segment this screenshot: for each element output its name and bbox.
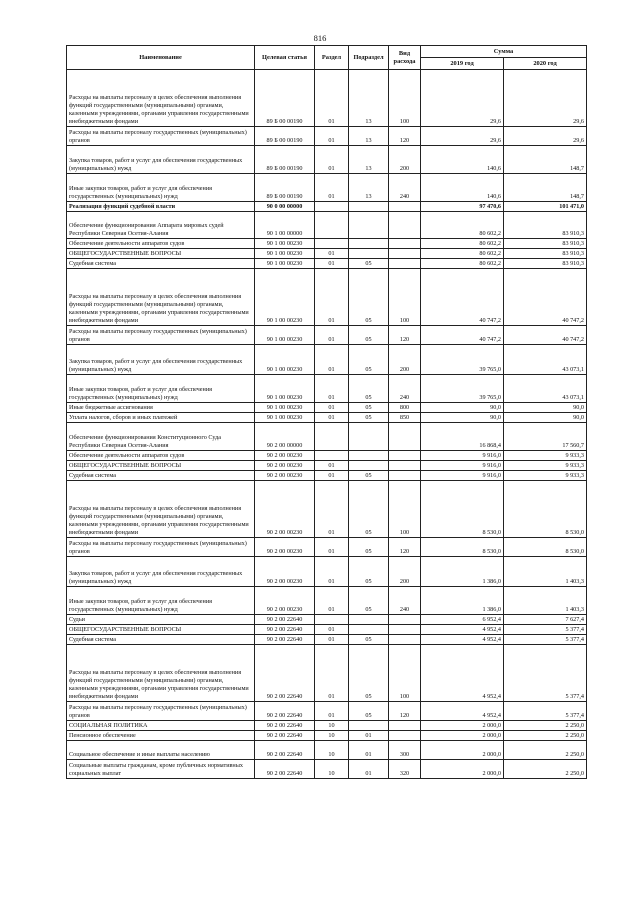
row-expense-type-cell: 800 [389, 403, 421, 413]
table-header [67, 46, 587, 70]
row-expense-type-cell: 120 [389, 127, 421, 146]
table-row [67, 625, 587, 635]
row-expense-type-cell: 240 [389, 375, 421, 403]
row-expense-type-cell [389, 635, 421, 645]
row-expense-type-cell: 120 [389, 538, 421, 557]
table-row [67, 557, 587, 587]
row-subsection-cell: 05 [349, 326, 389, 345]
row-article-cell: 89 Б 00 00190 [255, 146, 315, 174]
row-sum-2019-cell: 80 602,2 [421, 212, 504, 239]
row-sum-2019-cell: 80 602,2 [421, 259, 504, 269]
row-section-cell: 10 [315, 741, 349, 760]
row-sum-2020-cell: 148,7 [504, 146, 587, 174]
row-name-cell: Обеспечение функционирования Конституционного Суда Республики Северная Осетия-Алания [67, 423, 255, 451]
row-article-cell: 90 0 00 00000 [255, 202, 315, 212]
row-sum-2020-cell: 7 627,4 [504, 615, 587, 625]
row-sum-2020-cell: 5 377,4 [504, 645, 587, 702]
table-row [67, 326, 587, 345]
row-subsection-cell [349, 451, 389, 461]
row-section-cell: 01 [315, 146, 349, 174]
row-sum-2019-cell: 2 000,0 [421, 721, 504, 731]
row-sum-2019-cell: 97 470,6 [421, 202, 504, 212]
row-section-cell: 10 [315, 731, 349, 741]
row-article-cell: 90 2 00 22640 [255, 635, 315, 645]
table-row [67, 645, 587, 702]
row-expense-type-cell: 300 [389, 741, 421, 760]
row-name-cell: Судебная система [67, 635, 255, 645]
table-row [67, 70, 587, 127]
row-sum-2020-cell: 43 073,1 [504, 345, 587, 375]
row-sum-2020-cell: 101 471,0 [504, 202, 587, 212]
row-article-cell: 90 2 00 00230 [255, 481, 315, 538]
row-subsection-cell: 05 [349, 403, 389, 413]
header-sum: Сумма [421, 46, 587, 58]
row-article-cell: 90 2 00 22640 [255, 645, 315, 702]
row-sum-2019-cell: 140,6 [421, 174, 504, 202]
row-expense-type-cell: 120 [389, 702, 421, 721]
row-name-cell: Судебная система [67, 259, 255, 269]
row-section-cell: 01 [315, 174, 349, 202]
row-sum-2019-cell: 1 386,0 [421, 587, 504, 615]
row-sum-2020-cell: 90,0 [504, 413, 587, 423]
row-sum-2019-cell: 2 000,0 [421, 760, 504, 779]
row-subsection-cell: 05 [349, 635, 389, 645]
row-subsection-cell: 05 [349, 259, 389, 269]
row-section-cell: 01 [315, 70, 349, 127]
row-sum-2019-cell: 140,6 [421, 146, 504, 174]
row-sum-2019-cell: 4 952,4 [421, 625, 504, 635]
row-section-cell: 01 [315, 326, 349, 345]
table-row [67, 538, 587, 557]
row-sum-2020-cell: 2 250,0 [504, 741, 587, 760]
row-subsection-cell [349, 212, 389, 239]
row-expense-type-cell [389, 451, 421, 461]
header-year-2019: 2019 год [421, 58, 504, 70]
row-section-cell: 01 [315, 538, 349, 557]
row-article-cell: 90 2 00 00230 [255, 451, 315, 461]
row-article-cell: 90 1 00 00230 [255, 403, 315, 413]
row-article-cell: 90 1 00 00230 [255, 345, 315, 375]
row-sum-2019-cell: 90,0 [421, 413, 504, 423]
header-expense-type: Вид расхода [389, 46, 421, 70]
row-expense-type-cell [389, 625, 421, 635]
row-expense-type-cell [389, 202, 421, 212]
row-subsection-cell: 05 [349, 471, 389, 481]
table-row [67, 481, 587, 538]
row-expense-type-cell: 120 [389, 326, 421, 345]
table-row [67, 721, 587, 731]
row-article-cell: 90 2 00 22640 [255, 625, 315, 635]
row-section-cell [315, 212, 349, 239]
row-subsection-cell: 01 [349, 741, 389, 760]
row-name-cell: Закупка товаров, работ и услуг для обеспечения государственных (муниципальных) нужд [67, 345, 255, 375]
row-expense-type-cell [389, 259, 421, 269]
row-sum-2020-cell: 9 933,3 [504, 461, 587, 471]
page-number: 816 [313, 33, 327, 43]
row-section-cell: 01 [315, 127, 349, 146]
row-sum-2019-cell: 9 916,0 [421, 451, 504, 461]
row-subsection-cell [349, 615, 389, 625]
row-sum-2020-cell: 1 403,3 [504, 587, 587, 615]
row-name-cell: Социальное обеспечение и иные выплаты населению [67, 741, 255, 760]
row-sum-2019-cell: 29,6 [421, 127, 504, 146]
row-sum-2020-cell: 83 910,3 [504, 259, 587, 269]
row-article-cell: 90 2 00 00230 [255, 471, 315, 481]
row-subsection-cell [349, 625, 389, 635]
row-sum-2019-cell: 9 916,0 [421, 461, 504, 471]
row-sum-2019-cell: 4 952,4 [421, 702, 504, 721]
table-row [67, 202, 587, 212]
row-article-cell: 89 Б 00 00190 [255, 127, 315, 146]
row-article-cell: 90 2 00 22640 [255, 741, 315, 760]
row-name-cell: ОБЩЕГОСУДАРСТВЕННЫЕ ВОПРОСЫ [67, 249, 255, 259]
row-section-cell: 01 [315, 645, 349, 702]
table-row [67, 615, 587, 625]
row-subsection-cell: 05 [349, 413, 389, 423]
table-row [67, 375, 587, 403]
row-expense-type-cell: 240 [389, 587, 421, 615]
row-sum-2019-cell: 8 530,0 [421, 538, 504, 557]
row-article-cell: 90 1 00 00230 [255, 326, 315, 345]
row-subsection-cell [349, 202, 389, 212]
row-sum-2019-cell: 39 765,0 [421, 345, 504, 375]
row-name-cell: Расходы на выплаты персоналу государственных (муниципальных) органов [67, 127, 255, 146]
row-sum-2020-cell: 40 747,2 [504, 326, 587, 345]
row-expense-type-cell [389, 212, 421, 239]
row-name-cell: Расходы на выплаты персоналу государственных (муниципальных) органов [67, 702, 255, 721]
row-name-cell: Расходы на выплаты персоналу в целях обеспечения выполнения функций государственными (муниципальными) органами, казенными учреждениями, органами управления государственными внебюджетными фондами [67, 645, 255, 702]
row-name-cell: Обеспечение деятельности аппаратов судов [67, 451, 255, 461]
row-sum-2020-cell: 2 250,0 [504, 760, 587, 779]
row-article-cell: 90 2 00 22640 [255, 731, 315, 741]
row-sum-2019-cell: 2 000,0 [421, 741, 504, 760]
row-sum-2020-cell: 9 933,3 [504, 451, 587, 461]
table-row [67, 760, 587, 779]
table-row [67, 249, 587, 259]
row-sum-2020-cell: 2 250,0 [504, 731, 587, 741]
row-section-cell: 01 [315, 587, 349, 615]
row-article-cell: 90 2 00 22640 [255, 760, 315, 779]
table-row [67, 345, 587, 375]
row-sum-2020-cell: 2 250,0 [504, 721, 587, 731]
row-subsection-cell: 01 [349, 731, 389, 741]
row-subsection-cell: 05 [349, 481, 389, 538]
row-sum-2019-cell: 1 386,0 [421, 557, 504, 587]
row-article-cell: 90 1 00 00230 [255, 375, 315, 403]
row-subsection-cell: 05 [349, 702, 389, 721]
row-subsection-cell: 05 [349, 345, 389, 375]
row-name-cell: ОБЩЕГОСУДАРСТВЕННЫЕ ВОПРОСЫ [67, 461, 255, 471]
row-name-cell: Реализация функций судебной власти [67, 202, 255, 212]
row-name-cell: Обеспечение функционирования Аппарата мировых судей Республики Северная Осетия-Алания [67, 212, 255, 239]
row-name-cell: Пенсионное обеспечение [67, 731, 255, 741]
table-row [67, 587, 587, 615]
row-subsection-cell [349, 461, 389, 471]
row-section-cell [315, 451, 349, 461]
row-section-cell: 01 [315, 249, 349, 259]
row-article-cell: 90 2 00 22640 [255, 721, 315, 731]
row-sum-2019-cell: 16 868,4 [421, 423, 504, 451]
row-sum-2020-cell: 83 910,3 [504, 249, 587, 259]
header-article: Целевая статья [255, 46, 315, 70]
table-row [67, 239, 587, 249]
row-sum-2020-cell: 148,7 [504, 174, 587, 202]
table-row [67, 731, 587, 741]
row-subsection-cell [349, 249, 389, 259]
table-row [67, 702, 587, 721]
row-name-cell: Иные закупки товаров, работ и услуг для обеспечения государственных (муниципальных) нужд [67, 587, 255, 615]
table-row [67, 146, 587, 174]
row-name-cell: Уплата налогов, сборов и иных платежей [67, 413, 255, 423]
row-subsection-cell: 13 [349, 146, 389, 174]
row-name-cell: Расходы на выплаты персоналу в целях обеспечения выполнения функций государственными (муниципальными) органами, казенными учреждениями, органами управления государственными внебюджетными фондами [67, 481, 255, 538]
row-article-cell: 90 1 00 00230 [255, 239, 315, 249]
row-sum-2019-cell: 80 602,2 [421, 239, 504, 249]
table-row [67, 461, 587, 471]
row-article-cell: 89 Б 00 00190 [255, 174, 315, 202]
row-sum-2020-cell: 8 530,0 [504, 481, 587, 538]
table-row [67, 259, 587, 269]
row-section-cell: 01 [315, 259, 349, 269]
row-subsection-cell [349, 239, 389, 249]
row-expense-type-cell: 850 [389, 413, 421, 423]
row-name-cell: Иные закупки товаров, работ и услуг для обеспечения государственных (муниципальных) нужд [67, 375, 255, 403]
row-expense-type-cell [389, 731, 421, 741]
row-section-cell: 01 [315, 345, 349, 375]
row-section-cell: 01 [315, 481, 349, 538]
row-sum-2020-cell: 5 377,4 [504, 635, 587, 645]
row-section-cell: 01 [315, 403, 349, 413]
table-row [67, 413, 587, 423]
row-expense-type-cell: 200 [389, 345, 421, 375]
row-name-cell: Обеспечение деятельности аппаратов судов [67, 239, 255, 249]
row-name-cell: Расходы на выплаты персоналу государственных (муниципальных) органов [67, 538, 255, 557]
row-expense-type-cell: 100 [389, 481, 421, 538]
row-article-cell: 90 1 00 00000 [255, 212, 315, 239]
row-subsection-cell [349, 721, 389, 731]
row-section-cell: 01 [315, 557, 349, 587]
row-sum-2019-cell: 90,0 [421, 403, 504, 413]
row-sum-2020-cell: 40 747,2 [504, 269, 587, 326]
row-article-cell: 90 2 00 22640 [255, 615, 315, 625]
row-article-cell: 90 2 00 00230 [255, 461, 315, 471]
row-article-cell: 90 1 00 00230 [255, 269, 315, 326]
row-article-cell: 89 Б 00 00190 [255, 70, 315, 127]
row-sum-2019-cell: 6 952,4 [421, 615, 504, 625]
row-subsection-cell: 05 [349, 538, 389, 557]
row-name-cell: Расходы на выплаты персоналу в целях обеспечения выполнения функций государственными (муниципальными) органами, казенными учреждениями, органами управления государственными внебюджетными фондами [67, 269, 255, 326]
header-subsection: Подраздел [349, 46, 389, 70]
row-expense-type-cell [389, 615, 421, 625]
row-sum-2020-cell: 17 560,7 [504, 423, 587, 451]
row-name-cell: Судебная система [67, 471, 255, 481]
row-section-cell: 01 [315, 625, 349, 635]
row-name-cell: Закупка товаров, работ и услуг для обеспечения государственных (муниципальных) нужд [67, 557, 255, 587]
row-sum-2019-cell: 2 000,0 [421, 731, 504, 741]
row-sum-2019-cell: 29,6 [421, 70, 504, 127]
row-article-cell: 90 1 00 00230 [255, 413, 315, 423]
row-expense-type-cell: 240 [389, 174, 421, 202]
header-name: Наименование [67, 46, 255, 70]
row-article-cell: 90 2 00 00230 [255, 538, 315, 557]
row-sum-2019-cell: 4 952,4 [421, 645, 504, 702]
table-row [67, 451, 587, 461]
row-sum-2019-cell: 40 747,2 [421, 326, 504, 345]
row-sum-2019-cell: 80 602,2 [421, 249, 504, 259]
table-row [67, 174, 587, 202]
row-article-cell: 90 2 00 22640 [255, 702, 315, 721]
row-article-cell: 90 1 00 00230 [255, 259, 315, 269]
table-row [67, 471, 587, 481]
row-section-cell: 01 [315, 461, 349, 471]
table-row [67, 403, 587, 413]
row-section-cell: 01 [315, 269, 349, 326]
row-name-cell: Иные бюджетные ассигнования [67, 403, 255, 413]
header-year-2020: 2020 год [504, 58, 587, 70]
budget-table [66, 45, 587, 779]
row-section-cell: 10 [315, 721, 349, 731]
row-sum-2020-cell: 83 910,3 [504, 212, 587, 239]
row-subsection-cell: 05 [349, 645, 389, 702]
row-section-cell [315, 239, 349, 249]
row-section-cell: 10 [315, 760, 349, 779]
row-subsection-cell: 13 [349, 70, 389, 127]
row-subsection-cell [349, 423, 389, 451]
row-expense-type-cell [389, 461, 421, 471]
row-article-cell: 90 2 00 00230 [255, 587, 315, 615]
row-article-cell: 90 2 00 00230 [255, 557, 315, 587]
row-sum-2020-cell: 5 377,4 [504, 702, 587, 721]
row-sum-2019-cell: 4 952,4 [421, 635, 504, 645]
row-expense-type-cell [389, 423, 421, 451]
row-expense-type-cell [389, 239, 421, 249]
row-expense-type-cell: 200 [389, 557, 421, 587]
row-sum-2020-cell: 90,0 [504, 403, 587, 413]
row-expense-type-cell [389, 249, 421, 259]
row-sum-2019-cell: 40 747,2 [421, 269, 504, 326]
row-sum-2020-cell: 83 910,3 [504, 239, 587, 249]
row-expense-type-cell [389, 471, 421, 481]
row-subsection-cell: 05 [349, 587, 389, 615]
table-row [67, 635, 587, 645]
row-article-cell: 90 1 00 00230 [255, 249, 315, 259]
row-section-cell [315, 202, 349, 212]
table-row [67, 423, 587, 451]
row-name-cell: Расходы на выплаты персоналу в целях обеспечения выполнения функций государственными (муниципальными) органами, казенными учреждениями, органами управления государственными внебюджетными фондами [67, 70, 255, 127]
row-name-cell: Судьи [67, 615, 255, 625]
row-subsection-cell: 05 [349, 269, 389, 326]
row-section-cell: 01 [315, 702, 349, 721]
row-sum-2020-cell: 29,6 [504, 70, 587, 127]
row-section-cell: 01 [315, 375, 349, 403]
row-expense-type-cell: 100 [389, 645, 421, 702]
row-section-cell: 01 [315, 635, 349, 645]
row-name-cell: Социальные выплаты гражданам, кроме публичных нормативных социальных выплат [67, 760, 255, 779]
row-sum-2020-cell: 29,6 [504, 127, 587, 146]
table-row [67, 127, 587, 146]
row-expense-type-cell: 100 [389, 70, 421, 127]
row-section-cell: 01 [315, 471, 349, 481]
row-name-cell: Иные закупки товаров, работ и услуг для обеспечения государственных (муниципальных) нужд [67, 174, 255, 202]
row-section-cell: 01 [315, 413, 349, 423]
row-name-cell: СОЦИАЛЬНАЯ ПОЛИТИКА [67, 721, 255, 731]
row-subsection-cell: 05 [349, 557, 389, 587]
row-subsection-cell: 05 [349, 375, 389, 403]
row-sum-2020-cell: 43 073,1 [504, 375, 587, 403]
row-subsection-cell: 13 [349, 127, 389, 146]
row-sum-2019-cell: 9 916,0 [421, 471, 504, 481]
row-expense-type-cell [389, 721, 421, 731]
row-subsection-cell: 13 [349, 174, 389, 202]
row-section-cell [315, 423, 349, 451]
row-sum-2019-cell: 39 765,0 [421, 375, 504, 403]
table-row [67, 741, 587, 760]
row-name-cell: Закупка товаров, работ и услуг для обеспечения государственных (муниципальных) нужд [67, 146, 255, 174]
table-row [67, 269, 587, 326]
row-section-cell [315, 615, 349, 625]
table-row [67, 212, 587, 239]
header-section: Раздел [315, 46, 349, 70]
row-sum-2019-cell: 8 530,0 [421, 481, 504, 538]
row-expense-type-cell: 100 [389, 269, 421, 326]
row-sum-2020-cell: 8 530,0 [504, 538, 587, 557]
row-sum-2020-cell: 5 377,4 [504, 625, 587, 635]
row-sum-2020-cell: 9 933,3 [504, 471, 587, 481]
row-expense-type-cell: 320 [389, 760, 421, 779]
table-body [67, 70, 587, 779]
row-sum-2020-cell: 1 403,3 [504, 557, 587, 587]
row-subsection-cell: 01 [349, 760, 389, 779]
row-name-cell: ОБЩЕГОСУДАРСТВЕННЫЕ ВОПРОСЫ [67, 625, 255, 635]
row-article-cell: 90 2 00 00000 [255, 423, 315, 451]
row-name-cell: Расходы на выплаты персоналу государственных (муниципальных) органов [67, 326, 255, 345]
row-expense-type-cell: 200 [389, 146, 421, 174]
